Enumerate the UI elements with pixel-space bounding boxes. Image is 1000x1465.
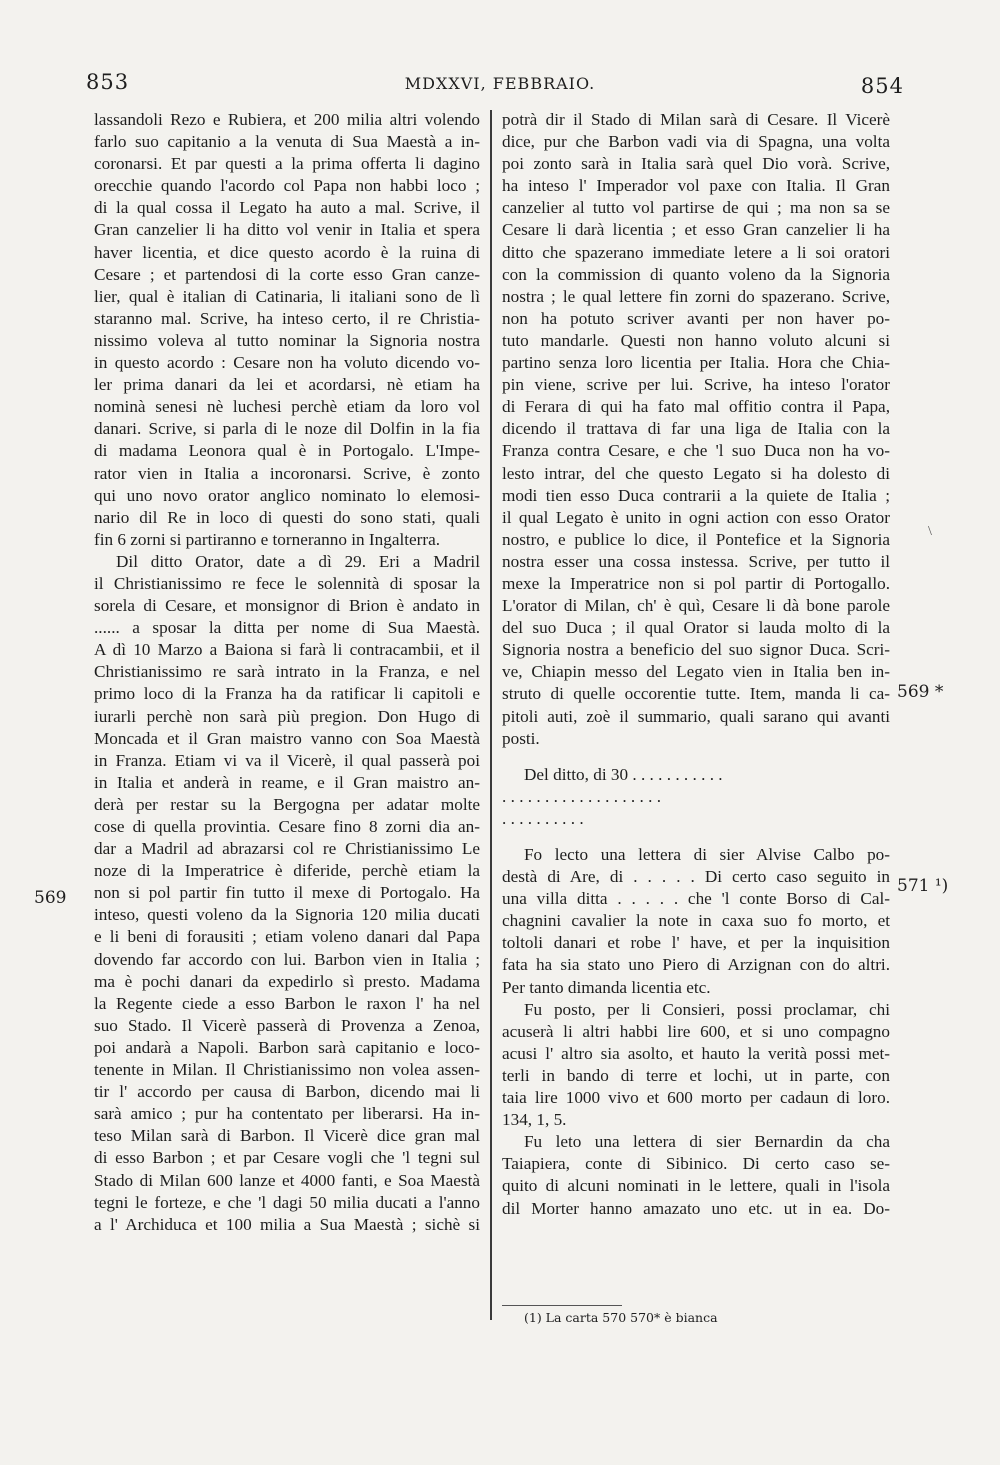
text-line: con la commission di quanto voleno da la Signoria (502, 264, 890, 284)
paragraph-gap (502, 750, 890, 764)
text-line: farlo suo capitanio a la venuta di Sua Maestà a in- (94, 132, 480, 152)
text-line: modi tien esso Duca contrarii a la quiete de Italia ; (502, 485, 890, 505)
footnote-rule (502, 1305, 622, 1306)
text-line: Dil ditto Orator, date a dì 29. Eri a Madril (116, 551, 480, 571)
text-line: chagnini cavalier la note in caxa suo fo morto, et (502, 911, 890, 931)
text-line: non si pol partir fin tutto il mexe di Portogalo. Ha (94, 883, 480, 903)
text-line: tir l' accordo per causa di Barbon, dicendo mai li (94, 1082, 480, 1102)
text-line: dicendo il trattava di far una liga de Italia con la (502, 419, 890, 439)
text-line: di la qual cossa il Legato ha auto a mal. Scrive, il (94, 198, 480, 218)
text-line: haver licentia, et dice questo acordo è la ruina di (94, 242, 480, 262)
text-line: e li beni di forausiti ; etiam voleno danari dal Papa (94, 927, 480, 947)
text-line: del suo Duca ; il qual Orator si lauda molto di la (502, 618, 890, 638)
text-line: Gran canzelier li ha ditto vol venir in Italia et spera (94, 220, 480, 240)
left-column (94, 109, 480, 1236)
margin-number-right-2: 571 ¹) (897, 876, 949, 896)
text-line: di madama Leonora qual è in Portogalo. L'Impe- (94, 441, 480, 461)
text-line: Signoria nostra a beneficio del suo signor Duca. Scri- (502, 640, 890, 660)
text-line: ...... a sposar la ditta per nome di Sua Maestà. (94, 618, 480, 638)
text-line: nissimo voleva al tutto nominar la Signoria nostra (94, 330, 480, 350)
text-line: taia lire 1000 vivo et 600 morto per cadaun di loro. (502, 1088, 890, 1108)
text-line: L'orator di Milan, ch' è quì, Cesare li dà bone parole (502, 596, 890, 616)
right-page-number: 854 (860, 74, 904, 98)
text-line: cose di quella provintia. Cesare fino 8 zorni dia an- (94, 817, 480, 836)
text-line: mexe la Imperatrice non si pol partir di Portogallo. (502, 573, 890, 593)
text-line: Franza contra Cesare, e che 'l suo Duca non ha vo- (502, 441, 890, 461)
text-line: tuto mandarle. Questi non hanno voluto alcuni si (502, 330, 890, 350)
paragraph-gap (502, 830, 890, 844)
text-line: Fu leto una lettera di sier Bernardin da cha (524, 1132, 890, 1152)
text-line: orecchie quando l'acordo col Papa non habbi loco ; (94, 176, 480, 196)
text-line: canzelier al tutto vol partirse de qui ; ma non sa se (502, 198, 890, 218)
text-line: pitoli auti, zoè il summario, quali sarano qui avanti (502, 706, 890, 726)
text-line: Cesare li darà licentia ; et esso Gran canzelier li ha (502, 220, 890, 240)
text-line: quito di alcuni nominati in le lettere, quali in l'isola (502, 1176, 890, 1196)
text-line: ha inteso l' Imperador vol paxe con Italia. Il Gran (502, 176, 890, 196)
footnote: (1) La carta 570 570* è bianca (524, 1310, 718, 1325)
text-line: lier, qual è italian di Catinaria, li italiani sono de lì (94, 286, 480, 306)
text-line: rator vien in Italia a incoronarsi. Scrive, è zonto (94, 463, 480, 483)
text-line: ler prima danari da lei et acordarsi, nè etiam ha (94, 375, 480, 395)
text-line: dice, pur che Barbon vadi via di Spagna, una volta (502, 132, 890, 152)
text-line: acusi l' altro sia asolto, et hauto la verità possi met- (502, 1043, 890, 1063)
text-line: Fu posto, per li Consieri, possi proclamar, chi (524, 999, 890, 1019)
text-line: nostro, e publice lo dice, il Pontefice et la Signoria (502, 529, 890, 549)
left-page-number: 853 (86, 70, 130, 94)
text-line: Fo lecto una lettera di sier Alvise Calbo po- (524, 845, 890, 864)
text-line: potrà dir il Stado di Milan sarà di Cesare. Il Vicerè (502, 110, 890, 129)
page-header (0, 66, 1000, 96)
margin-number-right-1: 569 * (897, 682, 944, 702)
text-line: primo loco di la Franza ha da ratificar li capitoli e (94, 684, 480, 704)
text-line: nostra esser una cossa instessa. Scrive, per tutto il (502, 551, 890, 571)
text-line: coronarsi. Et par questi a la prima offerta li dagino (94, 154, 480, 174)
text-line: nostra ; le qual lettere fin zorni do spazerano. Scrive, (502, 286, 890, 306)
text-line: dar a Madril ad abrazarsi col re Christianissimo Le (94, 839, 480, 859)
text-line: lesto intrar, del che questo Legato si ha dolesto di (502, 463, 890, 483)
text-line: la Regente ciede a esso Barbon le raxon l' ha nel (94, 993, 480, 1013)
text-line: ma è pochi danari da expedirlo sì presto. Madama (94, 971, 480, 991)
text-line: fata ha sia stato uno Piero di Arzignan con do altri. (502, 955, 890, 975)
text-line: . . . . . . . . . . (502, 808, 584, 828)
text-line: destà di Are, di . . . . . Di certo caso seguito in (502, 867, 890, 887)
text-line: sarà amico ; pur ha contentato per liberarsi. Ha in- (94, 1104, 480, 1124)
right-column (502, 109, 890, 1220)
text-line: A dì 10 Marzo a Baiona si farà li contracambii, et il (94, 640, 480, 660)
text-line: pin viene, scrive per lui. Scrive, ha inteso l'orator (502, 375, 890, 395)
text-line: teso Milan sarà di Barbon. Il Vicerè dice gran mal (94, 1126, 480, 1146)
text-line: di esso Barbon ; et par Cesare vogli che 'l tegni sul (94, 1148, 480, 1168)
text-line: qui uno novo orator anglico nominato lo elemosi- (94, 485, 480, 505)
text-line: poi zonto sarà in Italia sarà quel Dio vorà. Scrive, (502, 154, 890, 174)
text-line: non ha potuto scriver avanti per non haver po- (502, 308, 890, 328)
text-line: noze di la Imperatrice è diferide, perchè etiam la (94, 861, 480, 881)
text-line: sorela di Cesare, et monsignor di Brion è andato in (94, 596, 480, 616)
text-line: nominà senesi nè luchesi perchè etiam da loro vol (94, 397, 480, 417)
text-line: fin 6 zorni si partiranno e torneranno in Ingalterra. (94, 529, 441, 549)
text-line: iurarli perchè non sarà più pregion. Don Hugo di (94, 706, 480, 726)
margin-number-left: 569 (34, 888, 67, 908)
text-line: ve, Chiapin messo del Legato vien in Italia ben in- (502, 662, 890, 682)
text-line: ditto che spazerano immediate letere a li soi oratori (502, 242, 890, 262)
text-line: in questo acordo : Cesare non ha voluto dicendo vo- (94, 353, 480, 373)
text-line: poi andarà a Napoli. Barbon sarà capitanio e loco- (94, 1037, 480, 1057)
text-line: tenente in Milan. Il Christianissimo non volea assen- (94, 1060, 480, 1080)
text-line: il qual Legato è unito in ogni action con esso Orator (502, 507, 890, 527)
text-line: di Ferara di qui ha fato mal offitio contra il Papa, (502, 397, 890, 417)
text-line: tegni le forteze, e che 'l dagi 50 milia ducati a l'anno (94, 1192, 480, 1212)
text-line: struto di quelle occorentie tutte. Item, manda li ca- (502, 684, 890, 704)
text-line: 134, 1, 5. (502, 1110, 567, 1130)
running-title: MDXXVI, FEBBRAIO. (404, 74, 596, 93)
text-line: a l' Archiduca et 100 milia a Sua Maestà ; sichè si (94, 1214, 480, 1234)
text-line: . . . . . . . . . . . . . . . . . . . (502, 786, 661, 806)
text-line: lassandoli Rezo e Rubiera, et 200 milia altri volendo (94, 110, 480, 129)
text-line: dovendo far accordo con lui. Barbon vien in Italia ; (94, 949, 480, 969)
column-divider (490, 110, 492, 1320)
text-line: terli in bando di terre et lochi, ut in parte, con (502, 1065, 890, 1085)
text-line: suo Stado. Il Vicerè passerà di Provenza a Zenoa, (94, 1015, 480, 1035)
text-line: in Italia et anderà in reame, e il Gran maistro an- (94, 772, 480, 792)
text-line: posti. (502, 728, 540, 748)
text-line: in Franza. Etiam vi va il Vicerè, il qual passerà poi (94, 750, 480, 770)
text-line: nario dil Re in loco di questi do sono stati, quali (94, 507, 480, 527)
text-line: il Christianissimo re fece le solennità di sposar la (94, 573, 480, 593)
text-line: acuserà li altri habbi lire 600, et si uno compagno (502, 1021, 890, 1041)
text-line: Taiapiera, conte di Sibinico. Di certo caso se- (502, 1154, 890, 1174)
text-line: staranno mal. Scrive, ha inteso certo, il re Christia- (94, 308, 480, 328)
text-line: dil Morter hanno amazato uno etc. ut in ea. Do- (502, 1198, 890, 1218)
text-line: Moncada et il Gran maistro vanno con Soa Maestà (94, 728, 480, 748)
text-line: Per tanto dimanda licentia etc. (502, 977, 711, 997)
text-line: danari. Scrive, si parla di le noze dil Dolfin in la fia (94, 419, 480, 439)
text-line: partino senza loro licentia per Italia. Hora che Chia- (502, 353, 890, 373)
text-line: Cesare ; et partendosi di la corte esso Gran canze- (94, 264, 480, 284)
margin-tick-mark: \ (928, 524, 932, 539)
text-line: una villa ditta . . . . . che 'l conte Borso di Cal- (502, 889, 890, 909)
text-line: Stado di Milan 600 lanze et 4000 fanti, e Soa Maestà (94, 1170, 480, 1190)
text-line: Del ditto, di 30 . . . . . . . . . . . (524, 764, 723, 784)
text-line: Christianissimo re sarà intrato in la Franza, e nel (94, 662, 480, 682)
text-line: inteso, questi voleno da la Signoria 120 milia ducati (94, 905, 480, 925)
text-line: toltoli danari et robe l' have, et per la inquisition (502, 933, 890, 953)
text-line: derà per restar su la Bergogna per adatar molte (94, 794, 480, 814)
